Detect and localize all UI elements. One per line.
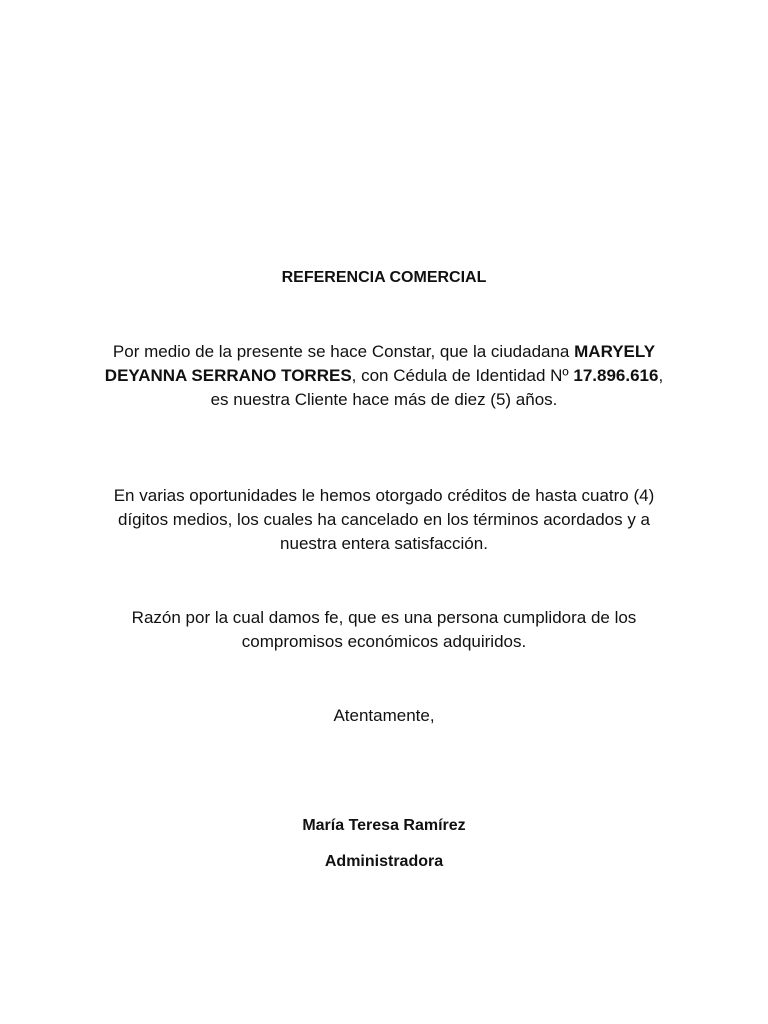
signer-role: Administradora <box>324 853 444 870</box>
closing-salutation: Atentamente, <box>333 706 435 725</box>
paragraph-certification <box>104 340 664 412</box>
paragraph-ending: , es nuestra Cliente hace más de diez (5) años. <box>210 366 664 409</box>
client-name: MARYELY DEYANNA SERRANO TORRES <box>104 342 656 385</box>
document-title: REFERENCIA COMERCIAL <box>281 269 487 286</box>
signer-name: María Teresa Ramírez <box>302 817 466 834</box>
paragraph-conclusion: Razón por la cual damos fe, que es una persona cumplidora de los compromisos económicos adquiridos. <box>131 608 637 651</box>
paragraph-credits: En varias oportunidades le hemos otorgado créditos de hasta cuatro (4) dígitos medios, los cuales ha cancelado en los términos acordados y a nuestra entera satisfacción. <box>113 486 655 553</box>
paragraph-id-label: , con Cédula de Identidad Nº <box>351 366 574 385</box>
paragraph-intro: Por medio de la presente se hace Constar, que la ciudadana <box>112 342 570 361</box>
id-number: 17.896.616 <box>573 366 659 385</box>
